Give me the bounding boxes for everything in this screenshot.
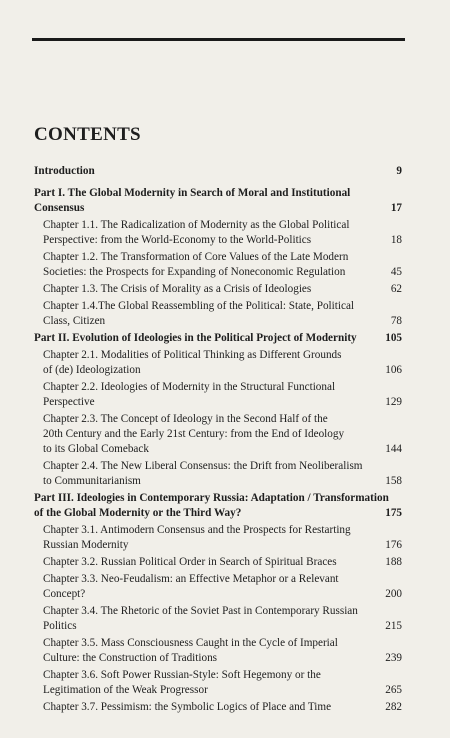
toc-entry-text: Chapter 3.5. Mass Consciousness Caught in the Cycle of Imperial bbox=[43, 637, 338, 649]
toc-page-number: 282 bbox=[385, 701, 402, 713]
toc-entry-text: Politics bbox=[43, 620, 77, 632]
toc-entry-text: Chapter 2.2. Ideologies of Modernity in the Structural Functional bbox=[43, 381, 336, 393]
toc-entry-text: Chapter 3.2. Russian Political Order in Search of Spiritual Braces bbox=[43, 556, 337, 568]
toc-part-entry bbox=[34, 186, 402, 216]
toc-chapter-entry bbox=[34, 380, 402, 410]
toc-entry-text: Societies: the Prospects for Expanding of Noneconomic Regulation bbox=[43, 266, 346, 278]
toc-entry-text: Perspective: from the World-Economy to the World-Politics bbox=[43, 234, 312, 246]
toc-entry-text: Chapter 2.3. The Concept of Ideology in the Second Half of the bbox=[43, 413, 328, 425]
toc-entry-text: Part III. Ideologies in Contemporary Russia: Adaptation / Transformation bbox=[34, 492, 389, 504]
toc-entry-text: Chapter 3.6. Soft Power Russian-Style: Soft Hegemony or the bbox=[43, 669, 321, 681]
toc-intro-entry bbox=[34, 164, 402, 179]
toc-entry-text: Culture: the Construction of Traditions bbox=[43, 652, 218, 664]
toc-chapter-entry bbox=[34, 668, 402, 698]
toc-entry-text: Chapter 3.4. The Rhetoric of the Soviet Past in Contemporary Russian bbox=[43, 605, 358, 617]
toc-entry-text: Consensus bbox=[34, 202, 85, 214]
toc-entry-text: Concept? bbox=[43, 588, 86, 600]
toc-entry-text: Perspective bbox=[43, 396, 95, 408]
toc-page-number: 129 bbox=[385, 396, 402, 408]
toc-entry-text: Legitimation of the Weak Progressor bbox=[43, 684, 208, 696]
toc-page-number: 106 bbox=[385, 364, 402, 376]
toc-entry-text: to Communitarianism bbox=[43, 475, 141, 487]
toc-page-number: 105 bbox=[385, 332, 402, 344]
toc-chapter-entry bbox=[34, 572, 402, 602]
toc-entry-text: Chapter 1.1. The Radicalization of Modernity as the Global Political bbox=[43, 219, 350, 231]
toc-entry-text: Chapter 1.4.The Global Reassembling of the Political: State, Political bbox=[43, 300, 355, 312]
toc-page-number: 9 bbox=[396, 165, 402, 177]
toc-page-number: 62 bbox=[390, 283, 402, 295]
toc-chapter-entry bbox=[34, 523, 402, 553]
toc-entry-text: Introduction bbox=[34, 165, 95, 177]
toc-page-number: 239 bbox=[385, 652, 402, 664]
toc-page-number: 144 bbox=[385, 443, 402, 455]
toc-entry-text: Part I. The Global Modernity in Search of Moral and Institutional bbox=[34, 187, 351, 199]
toc-page-number: 215 bbox=[385, 620, 402, 632]
toc-page-number: 45 bbox=[390, 266, 402, 278]
toc-page-number: 176 bbox=[385, 539, 402, 551]
toc-chapter-entry bbox=[34, 555, 402, 570]
toc-chapter-entry bbox=[34, 700, 402, 715]
toc-entry-text: Chapter 3.1. Antimodern Consensus and the Prospects for Restarting bbox=[43, 524, 351, 536]
toc-entry-text: Chapter 1.2. The Transformation of Core Values of the Late Modern bbox=[43, 251, 349, 263]
toc-page-number: 158 bbox=[385, 475, 402, 487]
toc-page-number: 17 bbox=[390, 202, 402, 214]
toc-chapter-entry bbox=[34, 299, 402, 329]
toc-entry-text: Chapter 2.4. The New Liberal Consensus: the Drift from Neoliberalism bbox=[43, 460, 363, 472]
toc-part-entry bbox=[34, 331, 402, 346]
toc-entry-text: Chapter 3.7. Pessimism: the Symbolic Logics of Place and Time bbox=[43, 701, 332, 713]
top-rule bbox=[32, 38, 405, 41]
toc-entry-text: Class, Citizen bbox=[43, 315, 106, 327]
toc-chapter-entry bbox=[34, 604, 402, 634]
toc-entry-text: of (de) Ideologization bbox=[43, 364, 141, 376]
toc-page-number: 265 bbox=[385, 684, 402, 696]
toc-chapter-entry bbox=[34, 282, 402, 297]
toc-entry-text: of the Global Modernity or the Third Way? bbox=[34, 507, 242, 519]
toc-entry-text: Part II. Evolution of Ideologies in the Political Project of Modernity bbox=[34, 332, 357, 344]
toc-chapter-entry bbox=[34, 218, 402, 248]
toc-page-number: 200 bbox=[385, 588, 402, 600]
toc-page-number: 188 bbox=[385, 556, 402, 568]
toc-page-number: 18 bbox=[390, 234, 402, 246]
page-title: CONTENTS bbox=[34, 124, 141, 145]
toc-page-number: 175 bbox=[385, 507, 402, 519]
toc-entry-text: 20th Century and the Early 21st Century: from the End of Ideology bbox=[43, 428, 345, 440]
toc-page-number: 78 bbox=[390, 315, 402, 327]
toc-entry-text: Russian Modernity bbox=[43, 539, 129, 551]
toc-part-entry bbox=[34, 491, 402, 521]
toc-chapter-entry bbox=[34, 412, 402, 457]
toc-chapter-entry bbox=[34, 459, 402, 489]
toc-entry-text: Chapter 1.3. The Crisis of Morality as a Crisis of Ideologies bbox=[43, 283, 312, 295]
table-of-contents bbox=[34, 164, 402, 717]
toc-chapter-entry bbox=[34, 348, 402, 378]
toc-entry-text: to its Global Comeback bbox=[43, 443, 149, 455]
toc-entry-text: Chapter 3.3. Neo-Feudalism: an Effective Metaphor or a Relevant bbox=[43, 573, 339, 585]
toc-entry-text: Chapter 2.1. Modalities of Political Thinking as Different Grounds bbox=[43, 349, 342, 361]
toc-chapter-entry bbox=[34, 636, 402, 666]
toc-chapter-entry bbox=[34, 250, 402, 280]
